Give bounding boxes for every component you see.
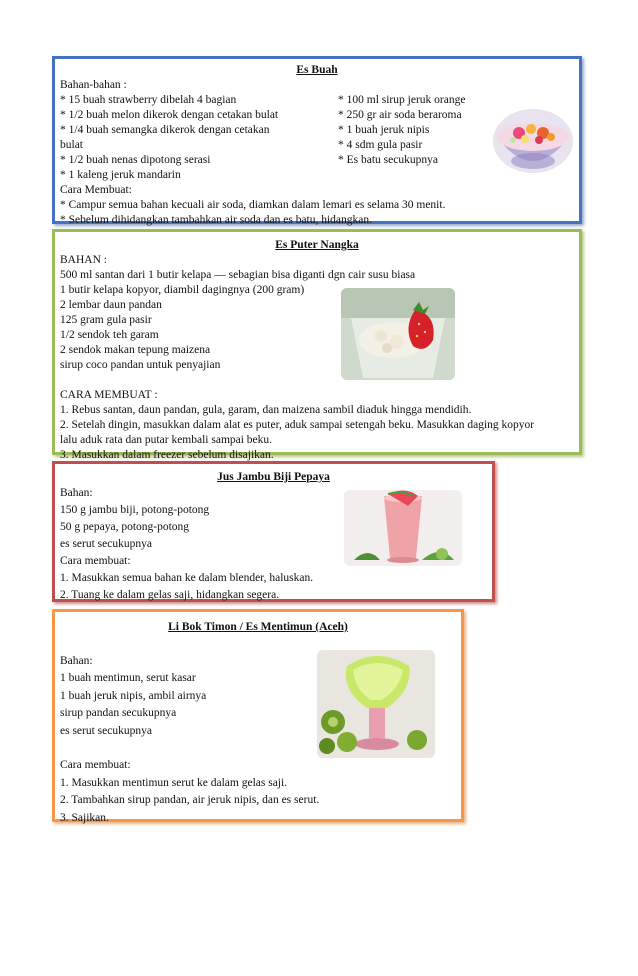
text-line: 150 g jambu biji, potong-potong (60, 504, 210, 516)
text-line: * 100 ml sirup jeruk orange (338, 94, 466, 106)
text-line: 2. Tuang ke dalam gelas saji, hidangkan segera. (60, 589, 280, 601)
text-line: 1. Masukkan semua bahan ke dalam blender, haluskan. (60, 572, 314, 584)
text-line (60, 373, 534, 388)
text-line: es serut secukupnya (60, 538, 152, 550)
text-line: Cara membuat: (60, 555, 131, 567)
text-line: sirup pandan secukupnya (60, 707, 177, 720)
recipe-card-es-buah (52, 56, 582, 224)
text-line: 1/2 sendok teh garam (60, 329, 159, 341)
text-line: Cara Membuat: (60, 184, 132, 196)
text-line: * Sebelum dihidangkan tambahkan air soda dan es batu, hidangkan. (60, 214, 373, 226)
cucumber-drink-photo (317, 650, 435, 758)
text-line: 3. Sajikan. (60, 811, 109, 824)
text-line: BAHAN : (60, 254, 107, 266)
text-line: lalu aduk rata dan putar kembali sampai beku. (60, 434, 273, 446)
text-line: Cara membuat: (60, 759, 131, 772)
ice-cream-strawberry-photo (341, 288, 455, 380)
text-line: * 1/4 buah semangka dikerok dengan cetakan (60, 124, 270, 136)
recipe-card-es-puter-nangka (52, 229, 582, 461)
text-line: sirup coco pandan untuk penyajian (60, 359, 221, 371)
text-line: es serut secukupnya (60, 724, 152, 737)
text-line: Bahan: (60, 487, 93, 499)
recipe-title: Es Buah (296, 64, 338, 76)
text-line: CARA MEMBUAT : (60, 389, 158, 401)
text-line: 125 gram gula pasir (60, 314, 152, 326)
text-line: * 250 gr air soda beraroma (338, 109, 462, 121)
text-line: bulat (60, 139, 83, 151)
recipe-text (60, 485, 313, 604)
text-line: 2 lembar daun pandan (60, 299, 162, 311)
recipe-text (60, 253, 534, 463)
text-line: Bahan-bahan : (60, 79, 127, 91)
text-line: Bahan: (60, 655, 93, 667)
text-line (60, 740, 319, 757)
text-line: * 1/2 buah nenas dipotong serasi (60, 154, 211, 166)
recipe-title: Es Puter Nangka (275, 239, 359, 251)
recipe-title: Jus Jambu Biji Pepaya (217, 471, 330, 483)
text-line: 1. Masukkan mentimun serut ke dalam gelas saji. (60, 776, 288, 789)
recipe-card-jus-jambu (52, 461, 495, 602)
text-line: * 1 buah jeruk nipis (338, 124, 430, 136)
text-line: * Es batu secukupnya (338, 154, 438, 166)
text-line: 3. Masukkan dalam freezer sebelum disajikan. (60, 449, 274, 461)
text-line: 1 butir kelapa kopyor, diambil dagingnya (200 gram) (60, 284, 305, 296)
text-line: 2. Setelah dingin, masukkan dalam alat es puter, aduk sampai setengah beku. Masukkan daging kopyor (60, 419, 535, 431)
recipe-text (60, 653, 319, 827)
text-line: 2. Tambahkan sirup pandan, air jeruk nipis, dan es serut. (60, 794, 320, 807)
recipe-card-li-bok-timon (52, 609, 464, 822)
text-line: 500 ml santan dari 1 butir kelapa — sebagian bisa diganti dgn cair susu biasa (60, 269, 416, 281)
text-line: * 1/2 buah melon dikerok dengan cetakan bulat (60, 109, 279, 121)
text-line: 1. Rebus santan, daun pandan, gula, garam, dan maizena sambil diaduk hingga mendidih. (60, 404, 472, 416)
recipe-title: Li Bok Timon / Es Mentimun (Aceh) (168, 621, 348, 633)
text-line: 1 buah jeruk nipis, ambil airnya (60, 689, 207, 702)
text-line: 50 g pepaya, potong-potong (60, 521, 190, 533)
text-line: * 1 kaleng jeruk mandarin (60, 169, 181, 181)
guava-juice-photo (344, 490, 462, 566)
fruit-bowl-photo (491, 95, 575, 179)
text-line: 1 buah mentimun, serut kasar (60, 672, 196, 685)
text-line: * Campur semua bahan kecuali air soda, diamkan dalam lemari es selama 30 menit. (60, 199, 446, 211)
text-line: * 4 sdm gula pasir (338, 139, 423, 151)
text-line: * 15 buah strawberry dibelah 4 bagian (60, 94, 237, 106)
text-line: 2 sendok makan tepung maizena (60, 344, 211, 356)
ingredient-list-right (338, 93, 465, 168)
